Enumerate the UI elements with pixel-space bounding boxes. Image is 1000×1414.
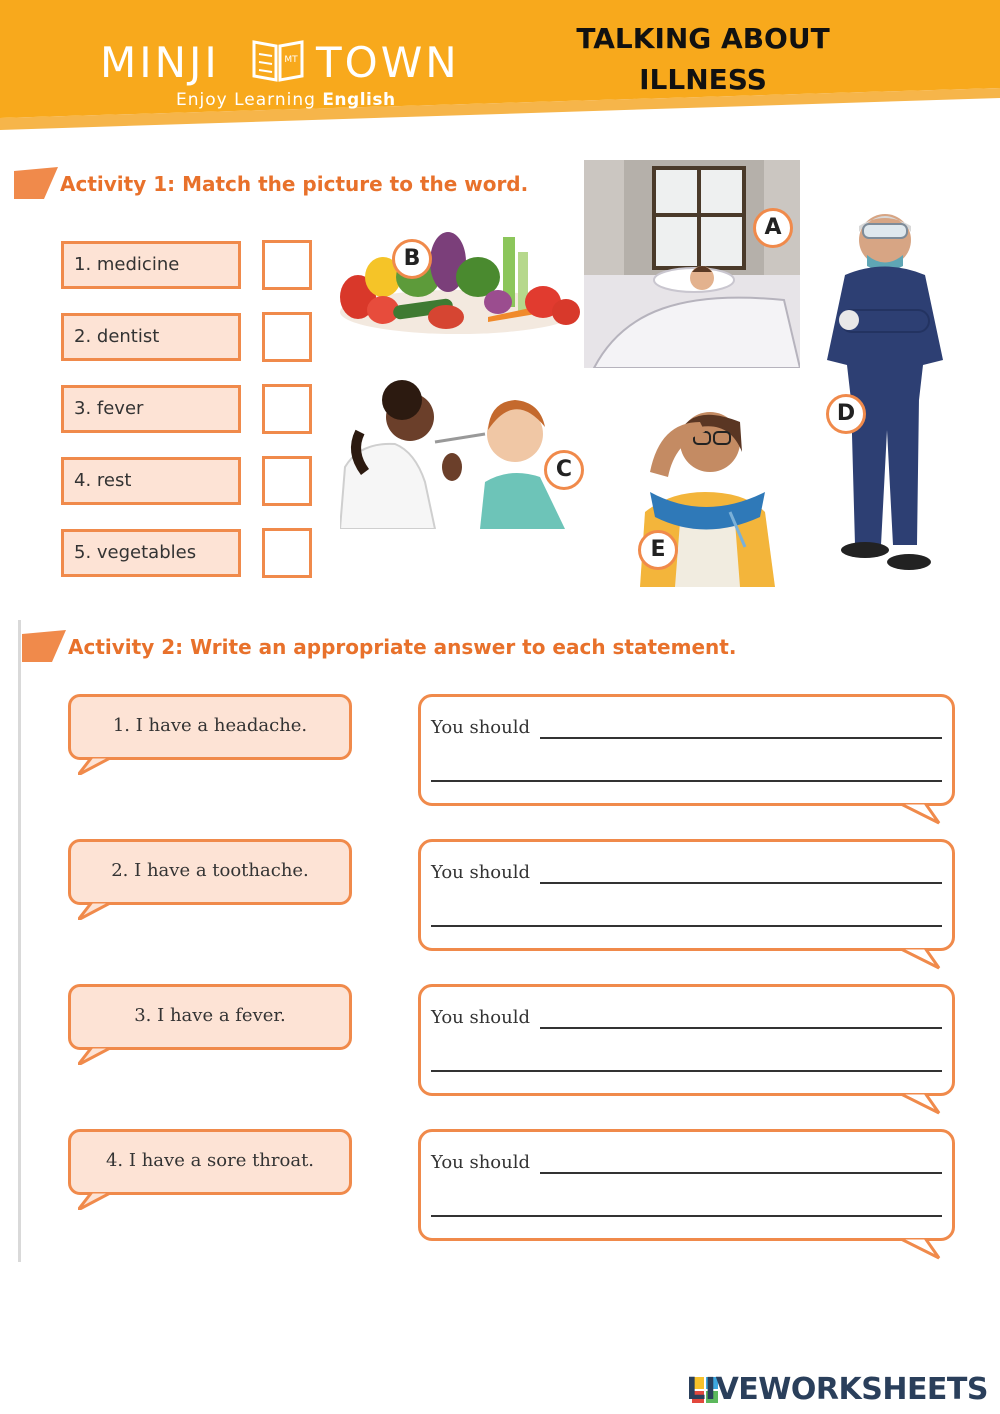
you-should-label-3: You should — [431, 1007, 531, 1028]
answer-box-1[interactable] — [262, 240, 312, 290]
logo-word-minji: MINJI — [100, 38, 220, 87]
answer-box-3[interactable] — [262, 384, 312, 434]
response-box-1[interactable] — [418, 694, 955, 806]
answer-line-3b[interactable] — [431, 1070, 942, 1072]
activity2-flag-icon — [22, 630, 66, 662]
answer-line-2a[interactable] — [540, 882, 942, 884]
statement-box-3: 3. I have a fever. — [68, 984, 352, 1050]
word-box-rest: 4. rest — [61, 457, 241, 505]
tagline-light: Enjoy Learning — [176, 90, 323, 110]
word-box-dentist: 2. dentist — [61, 313, 241, 361]
you-should-label-2: You should — [431, 862, 531, 883]
statement-box-1: 1. I have a headache. — [68, 694, 352, 760]
answer-line-1a[interactable] — [540, 737, 942, 739]
you-should-label-1: You should — [431, 717, 531, 738]
medicine-spoon-image — [340, 372, 575, 529]
speech-tail-left — [78, 1192, 114, 1210]
answer-line-4b[interactable] — [431, 1215, 942, 1217]
response-box-2[interactable] — [418, 839, 955, 951]
word-box-fever: 3. fever — [61, 385, 241, 433]
statement-box-2: 2. I have a toothache. — [68, 839, 352, 905]
speech-tail-left — [78, 902, 114, 920]
left-margin-rule — [18, 620, 21, 1262]
book-logo-icon — [250, 36, 306, 84]
vegetables-image — [338, 222, 583, 337]
logo-tagline — [176, 90, 396, 110]
speech-tail-right — [895, 803, 941, 825]
answer-line-4a[interactable] — [540, 1172, 942, 1174]
speech-tail-right — [895, 1238, 941, 1260]
activity1-title: Activity 1: Match the picture to the word. — [60, 172, 529, 196]
picture-letter-e: E — [638, 530, 678, 570]
logo-word-town: TOWN — [316, 38, 460, 87]
response-box-3[interactable] — [418, 984, 955, 1096]
statement-box-4: 4. I have a sore throat. — [68, 1129, 352, 1195]
sick-in-bed-image — [584, 160, 800, 368]
tagline-bold: English — [322, 90, 396, 110]
dentist-image — [815, 200, 955, 575]
answer-box-5[interactable] — [262, 528, 312, 578]
answer-box-4[interactable] — [262, 456, 312, 506]
picture-letter-d: D — [826, 394, 866, 434]
speech-tail-left — [78, 1047, 114, 1065]
page-title-line2: ILLNESS — [639, 63, 767, 96]
speech-tail-right — [895, 1093, 941, 1115]
answer-line-3a[interactable] — [540, 1027, 942, 1029]
liveworksheets-brand[interactable]: LIVEWORKSHEETS — [686, 1372, 988, 1407]
you-should-label-4: You should — [431, 1152, 531, 1173]
speech-tail-left — [78, 757, 114, 775]
answer-line-2b[interactable] — [431, 925, 942, 927]
page-title-line1: TALKING ABOUT — [576, 22, 830, 55]
picture-letter-c: C — [544, 450, 584, 490]
word-box-medicine: 1. medicine — [61, 241, 241, 289]
word-box-vegetables: 5. vegetables — [61, 529, 241, 577]
activity1-flag-icon — [14, 167, 58, 199]
picture-letter-b: B — [392, 239, 432, 279]
logo-badge: MT — [284, 55, 298, 65]
response-box-4[interactable] — [418, 1129, 955, 1241]
picture-letter-a: A — [753, 208, 793, 248]
answer-line-1b[interactable] — [431, 780, 942, 782]
activity2-title: Activity 2: Write an appropriate answer to each statement. — [68, 635, 737, 659]
answer-box-2[interactable] — [262, 312, 312, 362]
speech-tail-right — [895, 948, 941, 970]
